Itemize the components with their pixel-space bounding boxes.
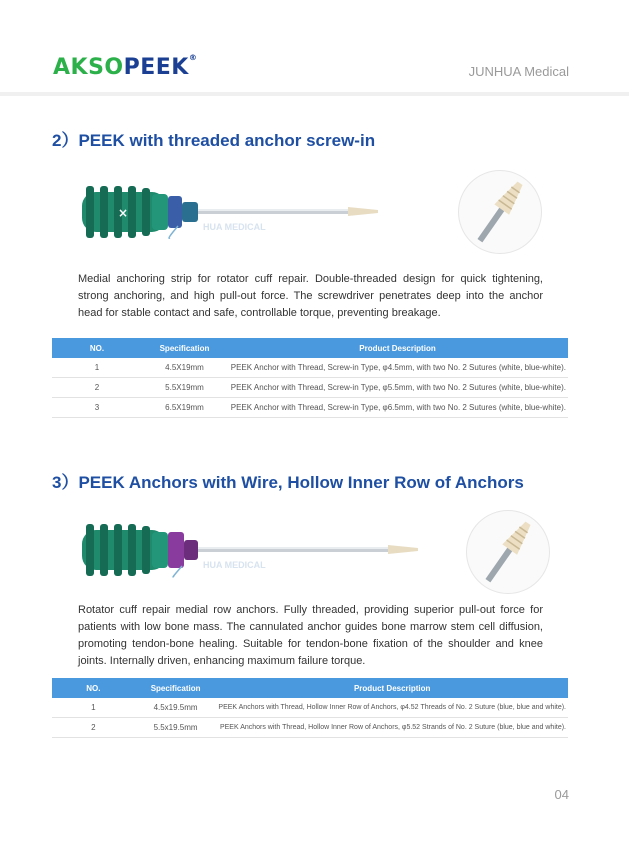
section-description: Medial anchoring strip for rotator cuff repair. Double-threaded design for quick tightening, strong anchoring, and high pull-out force. The screwdriver penetrates deep into the anchor head for stable contact and safe, controllable torque, preventing breakage. <box>78 273 543 319</box>
svg-text:×: × <box>118 206 129 220</box>
akso-peek-logo: AKSOPEEK® <box>53 53 198 80</box>
section-title-threaded-anchor: 2）PEEK with threaded anchor screw-in <box>52 131 376 150</box>
company-name: JUNHUA Medical <box>468 64 569 79</box>
hollow-anchor-screwdriver-image <box>78 518 423 582</box>
table-row: 1 4.5X19mm PEEK Anchor with Thread, Screw-in Type, φ4.5mm, with two No. 2 Sutures (white, blue-white). <box>52 358 568 378</box>
section-description: Rotator cuff repair medial row anchors. Fully threaded, providing superior pull-out force for patients with low bone mass. The cannulated anchor guides bone marrow stem cell diffusion, promoting tendon-bone healing. Suitable for tendon-bone fixation of the shoulder and knee joints. Internally driven, enhancing maximum failure torque. <box>78 604 543 667</box>
column-header-spec: Specification <box>142 338 227 358</box>
column-header-no: NO. <box>52 338 142 358</box>
spec-table-hollow-anchor <box>52 678 568 738</box>
column-header-description: Product Description <box>227 338 568 358</box>
table-row: 3 6.5X19mm PEEK Anchor with Thread, Screw-in Type, φ6.5mm, with two No. 2 Sutures (white, blue-white). <box>52 398 568 418</box>
column-header-description: Product Description <box>216 678 568 698</box>
table-header-row <box>52 678 568 698</box>
table-row: 2 5.5X19mm PEEK Anchor with Thread, Screw-in Type, φ5.5mm, with two No. 2 Sutures (white, blue-white). <box>52 378 568 398</box>
watermark-text: HUA MEDICAL <box>203 222 266 232</box>
table-header-row <box>52 338 568 358</box>
page-number: 04 <box>554 787 569 802</box>
table-row: 2 5.5x19.5mm PEEK Anchors with Thread, Hollow Inner Row of Anchors, φ5.52 Strands of No. 2 Suture (blue, blue and white). <box>52 718 568 738</box>
watermark-text: HUA MEDICAL <box>203 560 266 570</box>
header-divider <box>0 92 629 96</box>
column-header-spec: Specification <box>135 678 217 698</box>
spec-table-threaded-anchor <box>52 338 568 418</box>
anchor-closeup-image <box>458 170 542 254</box>
anchor-closeup-image <box>466 510 550 594</box>
column-header-no: NO. <box>52 678 135 698</box>
section-title-hollow-anchor: 3）PEEK Anchors with Wire, Hollow Inner Row of Anchors <box>52 473 524 492</box>
threaded-anchor-screwdriver-image <box>78 180 388 244</box>
table-row: 1 4.5x19.5mm PEEK Anchors with Thread, Hollow Inner Row of Anchors, φ4.52 Threads of No. 2 Suture (blue, blue and white). <box>52 698 568 718</box>
page-header <box>0 0 629 92</box>
